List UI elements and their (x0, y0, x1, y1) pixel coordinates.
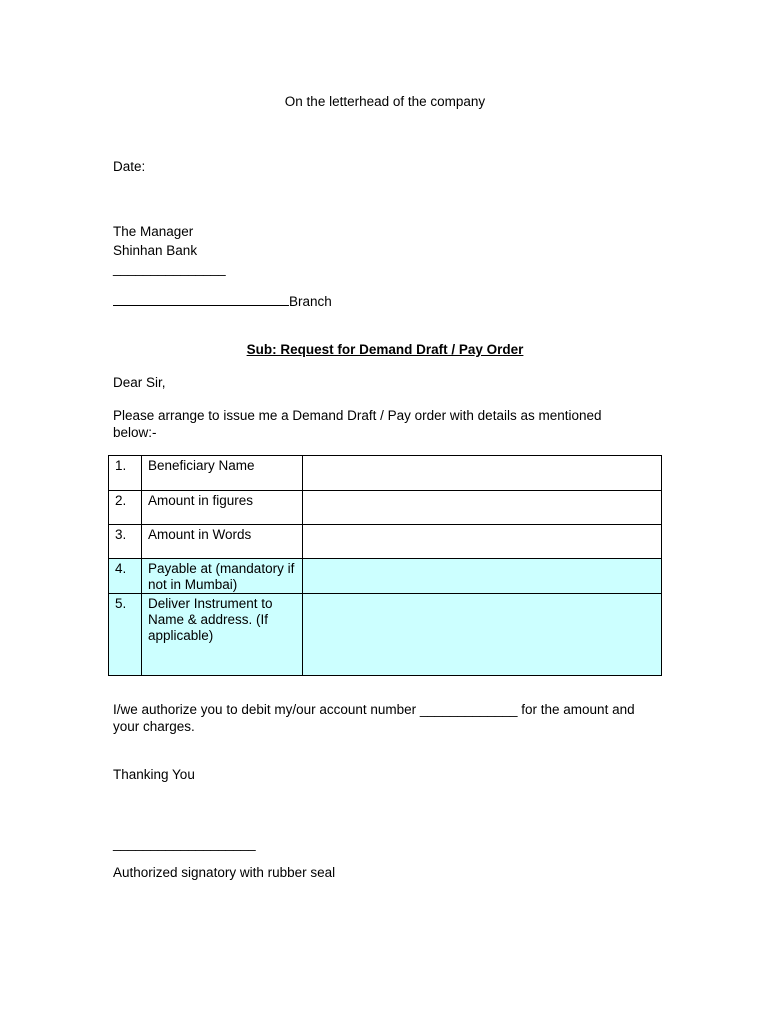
signature-caption: Authorized signatory with rubber seal (113, 865, 336, 880)
recipient-title: The Manager (113, 224, 194, 239)
row-number: 2. (109, 491, 142, 525)
authorization-text: I/we authorize you to debit my/our account number _____________ for the amount and your charges. (113, 702, 635, 734)
table-row (109, 594, 662, 676)
branch-suffix: Branch (289, 294, 332, 309)
table-row (109, 491, 662, 525)
branch-blank-rule (113, 293, 289, 306)
row-number: 3. (109, 525, 142, 559)
row-number: 4. (109, 559, 142, 594)
row-number: 1. (109, 456, 142, 491)
row-label: Amount in Words (142, 525, 303, 559)
signature-line: ___________________ (113, 836, 256, 851)
branch-line (113, 293, 332, 309)
salutation: Dear Sir, (113, 375, 166, 390)
row-label: Deliver Instrument to Name & address. (If applicable) (142, 594, 303, 676)
recipient-blank-line: _______________ (113, 261, 226, 276)
table-row (109, 559, 662, 594)
letterhead-note: On the letterhead of the company (284, 94, 486, 109)
amount-figures-field[interactable] (303, 491, 662, 525)
row-number: 5. (109, 594, 142, 676)
closing-text: Thanking You (113, 767, 195, 782)
details-table (108, 455, 662, 676)
request-text: Please arrange to issue me a Demand Draft / Pay order with details as mentioned below:- (113, 408, 602, 440)
subject-line: Sub: Request for Demand Draft / Pay Order (246, 342, 524, 357)
deliver-instrument-field[interactable] (303, 594, 662, 676)
payable-at-field[interactable] (303, 559, 662, 594)
table-row (109, 525, 662, 559)
amount-words-field[interactable] (303, 525, 662, 559)
beneficiary-name-field[interactable] (303, 456, 662, 491)
table-row (109, 456, 662, 491)
recipient-bank: Shinhan Bank (113, 243, 198, 258)
date-label: Date: (113, 159, 146, 174)
row-label: Beneficiary Name (142, 456, 303, 491)
row-label: Payable at (mandatory if not in Mumbai) (142, 559, 303, 594)
row-label: Amount in figures (142, 491, 303, 525)
